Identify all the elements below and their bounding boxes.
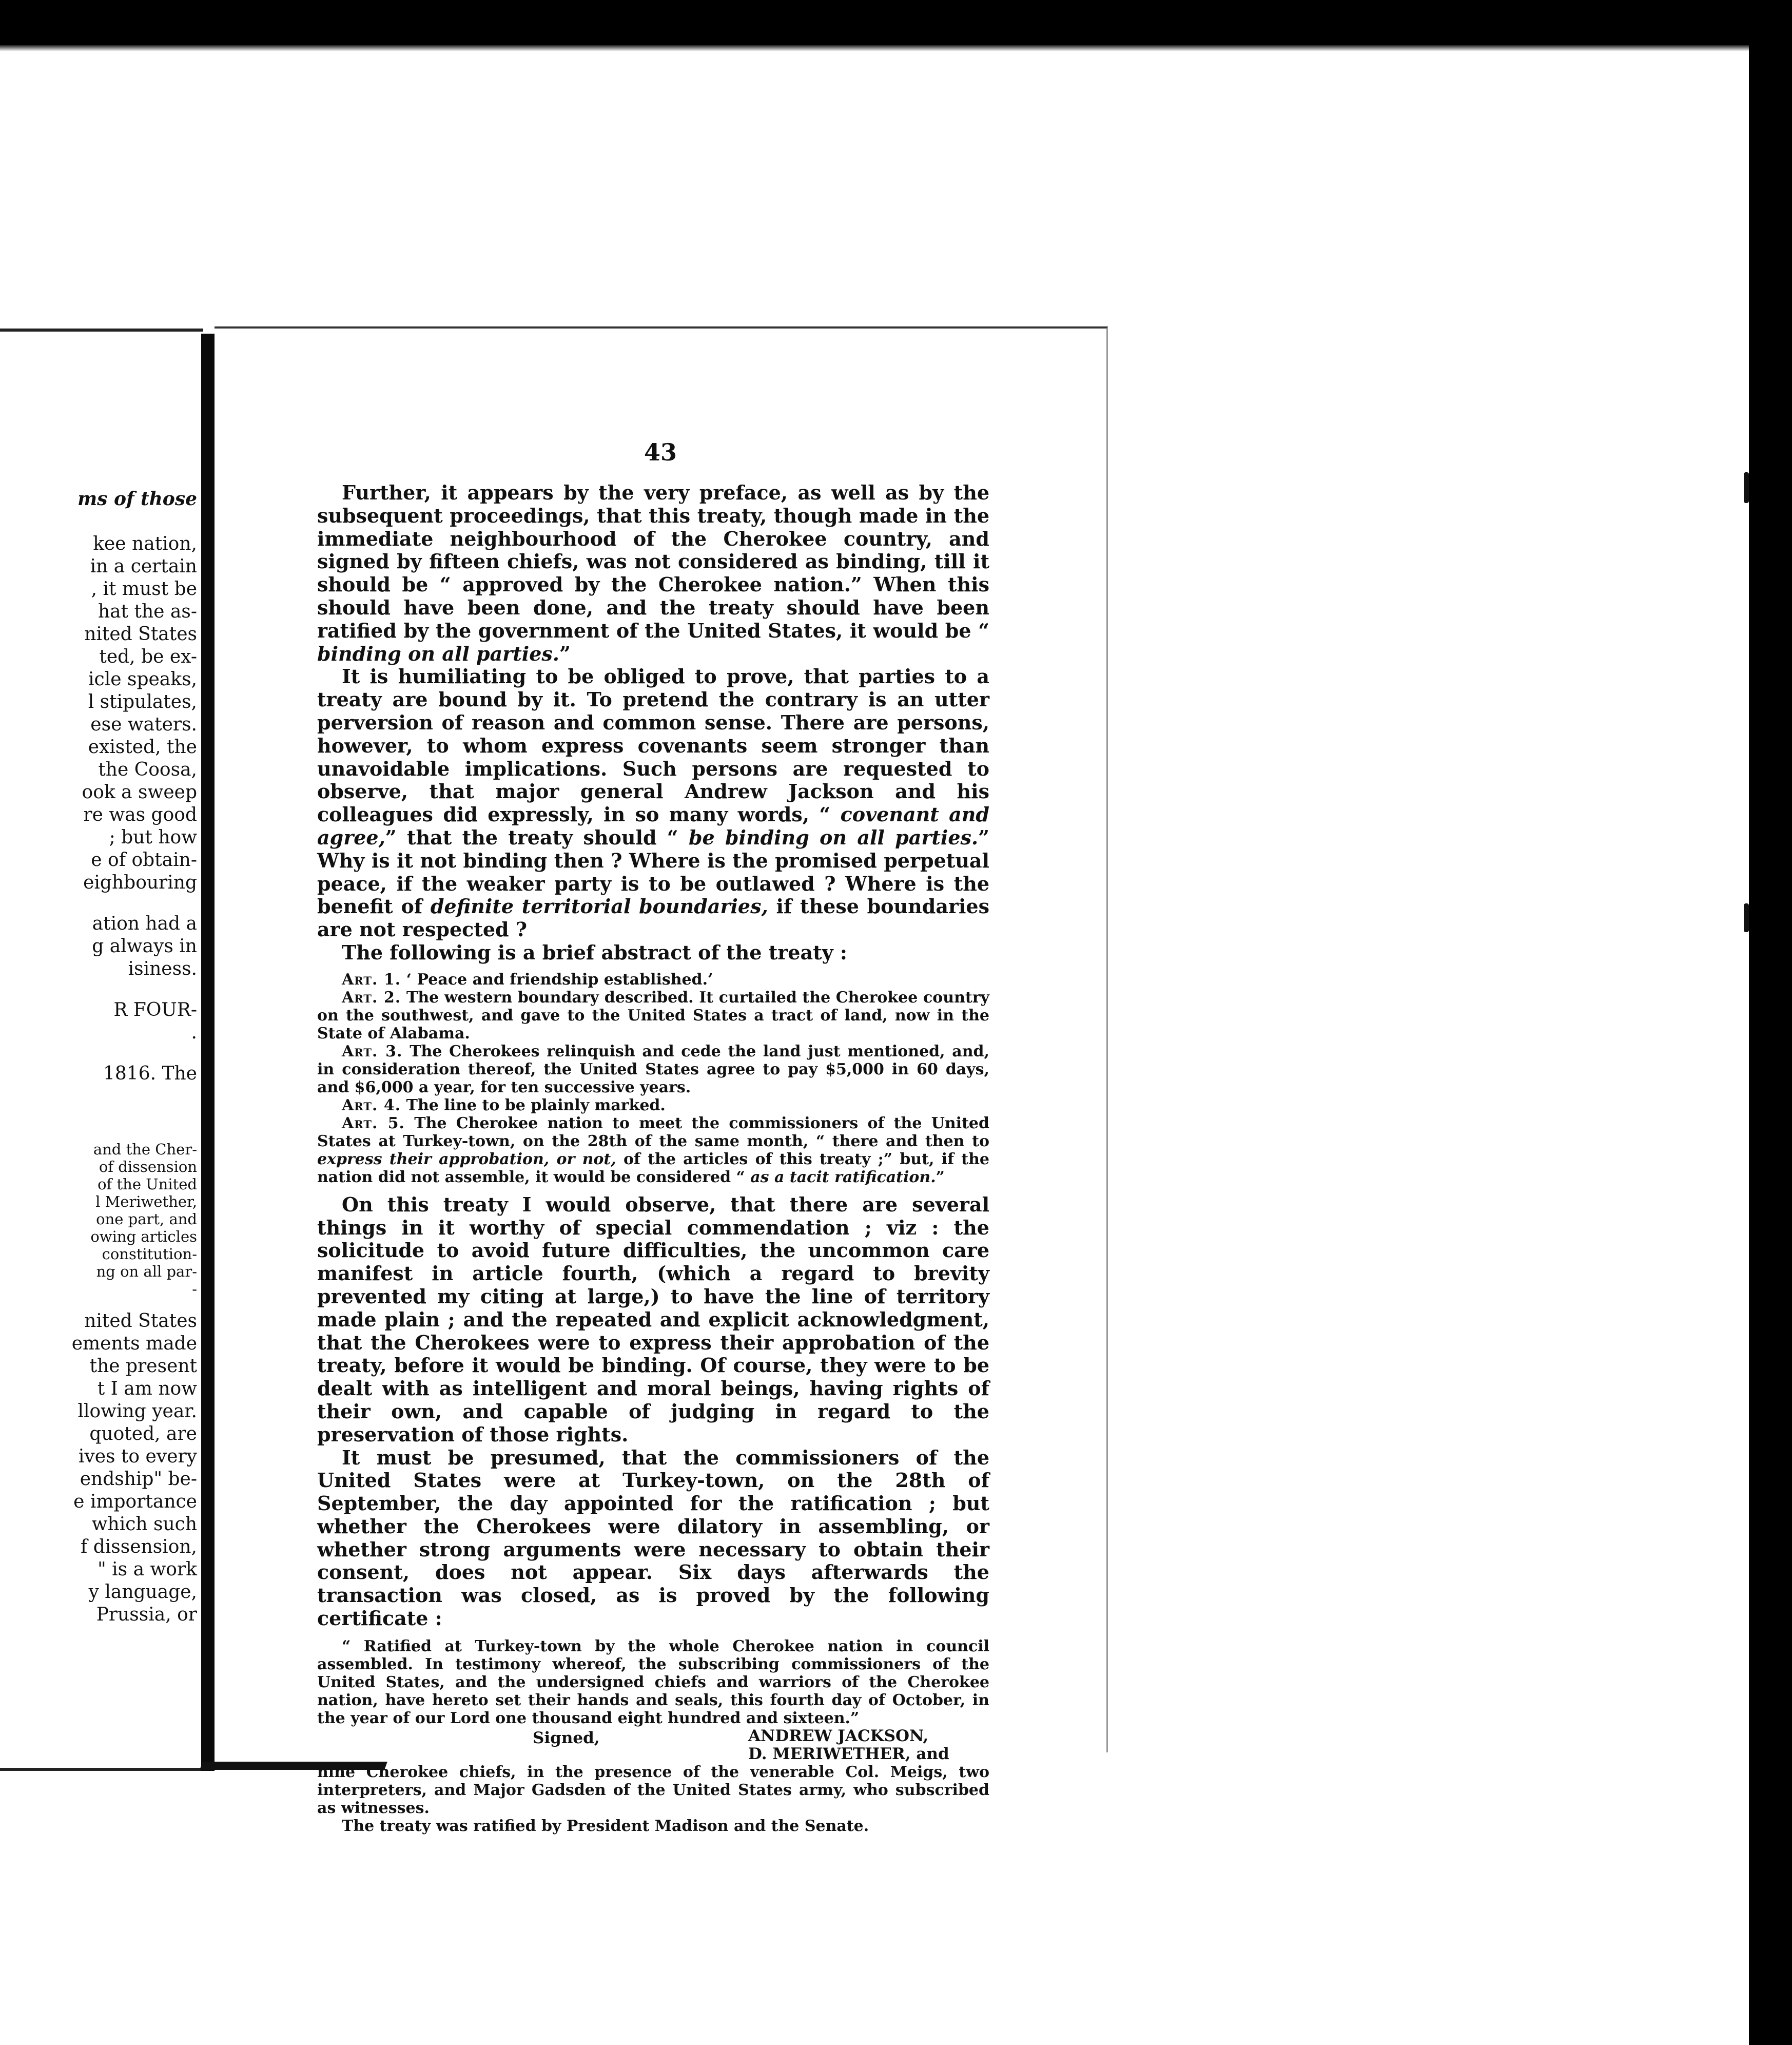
left-page-line: ives to every bbox=[78, 1446, 197, 1467]
treaty-article-2: Art. 2. The western boundary described. It curtailed the Cherokee country on the southwest, and gave to the United States a tract of land, now in the State of Alabama. bbox=[317, 988, 989, 1043]
treaty-article-4: Art. 4. The line to be plainly marked. bbox=[342, 1096, 666, 1114]
paragraph-observations: On this treaty I would observe, that there are several things in it worthy of special commendation ; viz : the solicitude to avoid future difficulties, the uncommon care manifest in article fourth, (which a regard to brevity prevented my citing at large,) to have the line of territory made plain ; and the repeated and explicit acknowledgment, that the Cherokees were to express their approbation of the treaty, before it would be binding. Of course, they were to be dealt with as intelligent and moral beings, having rights of their own, and capable of judging in regard to the preservation of those rights. bbox=[317, 1192, 989, 1446]
left-page-line: ese waters. bbox=[90, 714, 197, 735]
treaty-article-1: Art. 1. ‘ Peace and friendship established.’ bbox=[342, 970, 713, 989]
signature-block bbox=[317, 1727, 989, 1763]
left-page-line: Prussia, or bbox=[96, 1604, 197, 1625]
left-page-line: ements made bbox=[71, 1333, 197, 1354]
left-page-line: t I am now bbox=[97, 1378, 197, 1399]
left-page-line: re was good bbox=[83, 804, 197, 825]
left-page-line: kee nation, bbox=[93, 533, 197, 554]
left-page-line: ook a sweep bbox=[82, 782, 197, 803]
signer-meriwether: D. MERIWETHER, and bbox=[748, 1744, 949, 1763]
left-page-line: , it must be bbox=[91, 578, 197, 600]
left-page-line: nited States bbox=[84, 1310, 197, 1332]
left-page-line: isiness. bbox=[128, 958, 197, 979]
left-page-line: ng on all par- bbox=[96, 1263, 197, 1280]
left-page-line: - bbox=[192, 1280, 197, 1298]
page-number: 43 bbox=[644, 438, 677, 466]
signer-names bbox=[748, 1727, 949, 1763]
left-page-line: l stipulates, bbox=[88, 691, 197, 712]
ratification-certificate: “ Ratified at Turkey-town by the whole Cherokee nation in council assembled. In testimony whereof, the subscribing commissioners of the United States, and the undersigned chiefs and warriors of the Cherokee nation, have hereto set their hands and seals, this fourth day of October, in the year of our Lord one thousand eight hundred and sixteen.” bbox=[317, 1637, 989, 1727]
ratified-note: The treaty was ratified by President Madison and the Senate. bbox=[342, 1817, 869, 1835]
treaty-article-5: Art. 5. The Cherokee nation to meet the commissioners of the United States at Turkey-town, on the 28th of the same month, “ there and then to express their approbation, or not, of the articles of this treaty ;” but, if the nation did not assemble, it would be considered “ as a tacit ratification.” bbox=[317, 1114, 989, 1186]
book-spine bbox=[201, 334, 215, 1771]
left-page-line: hat the as- bbox=[98, 601, 197, 622]
left-page-line: 1816. The bbox=[103, 1063, 197, 1084]
scan-edge-mark bbox=[1744, 903, 1749, 932]
left-page-line: llowing year. bbox=[77, 1401, 197, 1422]
left-page-line: endship" be- bbox=[80, 1469, 197, 1490]
scan-edge-mark bbox=[1744, 472, 1749, 503]
left-page-line: e importance bbox=[73, 1491, 197, 1512]
signer-jackson: ANDREW JACKSON, bbox=[748, 1726, 929, 1745]
left-page-line: existed, the bbox=[88, 737, 197, 758]
left-page-line: of dissension bbox=[99, 1158, 197, 1175]
signed-label: Signed, bbox=[533, 1728, 600, 1747]
left-page-line: ted, be ex- bbox=[99, 646, 197, 667]
left-page-line: of the United bbox=[98, 1175, 197, 1193]
treaty-article-3: Art. 3. The Cherokees relinquish and cede the land just mentioned, and, in consideration thereof, the United States agree to pay $5,000 in 60 days, and $6,000 a year, for ten successive years. bbox=[317, 1042, 989, 1096]
witness-note: nine Cherokee chiefs, in the presence of the venerable Col. Meigs, two interpreters, and Major Gadsden of the United States army, who subscribed as witnesses. bbox=[317, 1763, 989, 1817]
paragraph-humiliating: It is humiliating to be obliged to prove, that parties to a treaty are bound by it. To pretend the contrary is an utter perversion of reason and common sense. There are persons, however, to whom express covenants seem stronger than unavoidable implications. Such persons are requested to observe, that major general Andrew Jackson and his colleagues did expressly, in so many words, “ covenant and agree,” that the treaty should “ be binding on all parties.” Why is it not binding then ? Where is the promised perpetual peace, if the weaker party is to be outlawed ? Where is the benefit of definite territorial boundaries, if these boundaries are not respected ? bbox=[317, 665, 989, 941]
left-page-line: owing articles bbox=[90, 1228, 197, 1245]
left-page-top-rule bbox=[0, 329, 203, 332]
left-page-line: which such bbox=[91, 1514, 197, 1535]
left-page-line: one part, and bbox=[96, 1210, 197, 1228]
left-page-line: eighbouring bbox=[83, 872, 197, 893]
left-page-line: icle speaks, bbox=[88, 669, 197, 690]
left-page-line: ation had a bbox=[92, 913, 197, 934]
left-page-line: f dissension, bbox=[80, 1536, 197, 1557]
paragraph-presumed: It must be presumed, that the commissioners of the United States were at Turkey-town, on the 28th of September, the day appointed for the ratification ; but whether the Cherokees were dilatory in assembling, or whether strong arguments were necessary to obtain their consent, does not appear. Six days afterwards the transaction was closed, as is proved by the following certificate : bbox=[317, 1445, 989, 1630]
abstract-intro: The following is a brief abstract of the treaty : bbox=[342, 940, 847, 964]
left-page-line: " is a work bbox=[98, 1559, 197, 1580]
right-page bbox=[215, 326, 1108, 1835]
left-page-line: g always in bbox=[92, 936, 197, 957]
left-page-line: quoted, are bbox=[89, 1423, 197, 1444]
left-page-fragment bbox=[0, 329, 203, 1771]
left-page-line: l Meriwether, bbox=[95, 1193, 197, 1210]
left-page-line: y language, bbox=[88, 1581, 197, 1603]
left-page-line: . bbox=[191, 1022, 197, 1043]
left-page-line: and the Cher- bbox=[93, 1141, 197, 1158]
left-page-line: constitution- bbox=[102, 1245, 197, 1263]
left-page-line: R FOUR- bbox=[113, 999, 197, 1020]
left-page-line: ; but how bbox=[109, 827, 197, 848]
page-body bbox=[317, 481, 989, 1835]
left-page-line: the present bbox=[89, 1356, 197, 1377]
paragraph-preface: Further, it appears by the very preface, as well as by the subsequent proceedings, that this treaty, though made in the immediate neighbourhood of the Cherokee country, and signed by fifteen chiefs, was not considered as binding, till it should be “ approved by the Cherokee nation.” When this should have been done, and the treaty should have been ratified by the government of the United States, it would be “ binding on all parties.” bbox=[317, 481, 989, 665]
left-page-line: in a certain bbox=[90, 556, 197, 577]
left-page-line: e of obtain- bbox=[91, 850, 197, 871]
left-page-line: the Coosa, bbox=[98, 759, 197, 780]
left-page-bottom-rule bbox=[0, 1768, 203, 1771]
left-page-line: ms of those bbox=[77, 488, 197, 510]
left-page-line: nited States bbox=[84, 624, 197, 645]
